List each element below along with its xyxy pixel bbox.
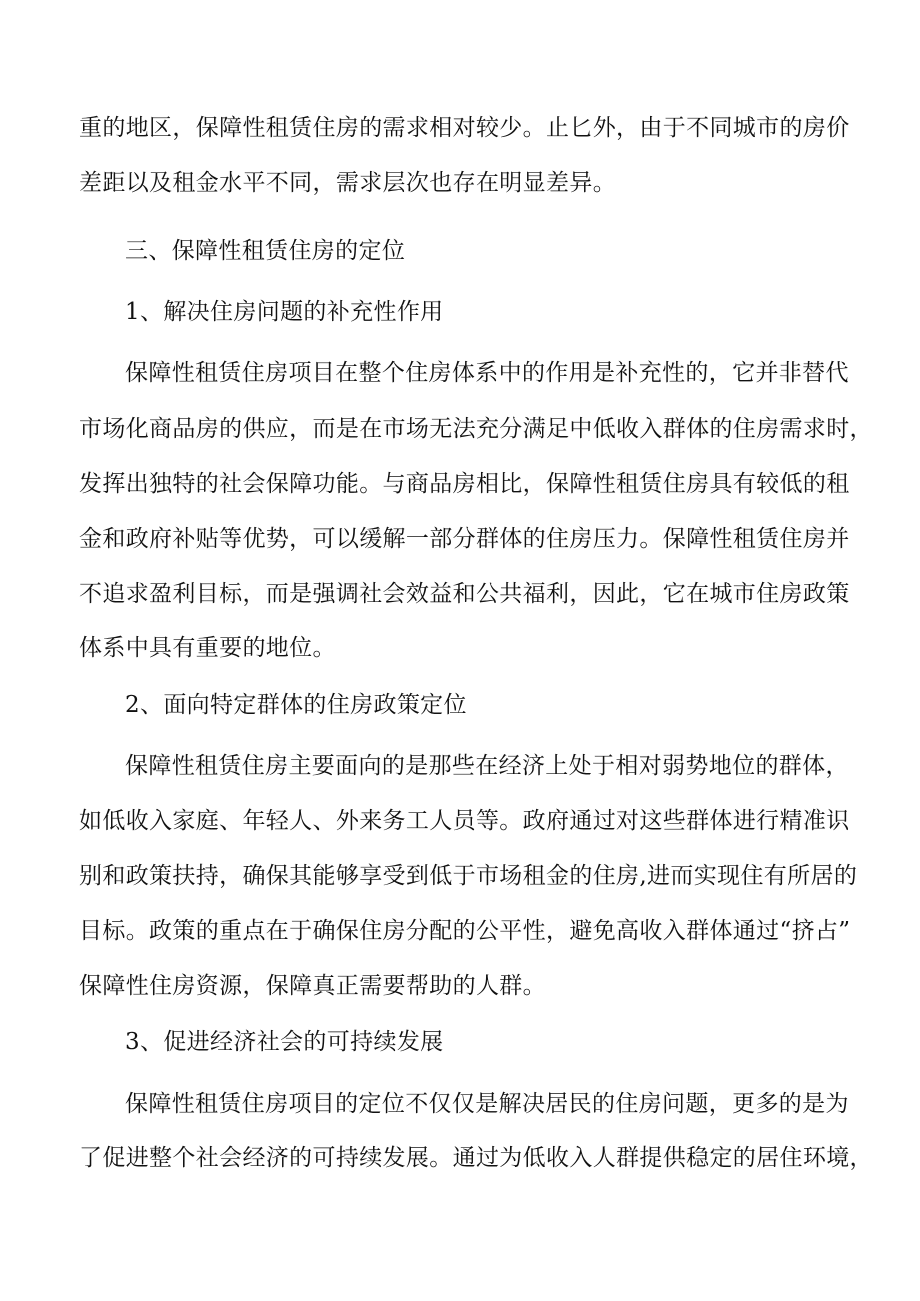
subsection-heading: 3、促进经济社会的可持续发展 bbox=[125, 1029, 444, 1055]
paragraph-line: 如低收入家庭、年轻人、外来务工人员等。政府通过对这些群体进行精准识 bbox=[79, 808, 850, 834]
paragraph-line: 金和政府补贴等优势，可以缓解一部分群体的住房压力。保障性租赁住房并 bbox=[79, 526, 850, 552]
subsection-heading: 1、解决住房问题的补充性作用 bbox=[125, 299, 444, 325]
paragraph-line: 市场化商品房的供应，而是在市场无法充分满足中低收入群体的住房需求时， bbox=[79, 416, 873, 442]
subsection-heading: 2、面向特定群体的住房政策定位 bbox=[125, 692, 467, 718]
paragraph-line: 目标。政策的重点在于确保住房分配的公平性，避免高收入群体通过“挤占” bbox=[79, 918, 851, 944]
paragraph-line: 保障性住房资源，保障真正需要帮助的人群。 bbox=[79, 973, 546, 999]
paragraph-line: 差距以及租金水平不同，需求层次也存在明显差异。 bbox=[79, 170, 617, 196]
paragraph-line: 重的地区，保障性租赁住房的需求相对较少。止匕外，由于不同城市的房价 bbox=[79, 115, 850, 141]
paragraph-line: 保障性租赁住房项目的定位不仅仅是解决居民的住房问题，更多的是为 bbox=[125, 1091, 849, 1117]
paragraph-line: 别和政策扶持，确保其能够享受到低于市场租金的住房,进而实现住有所居的 bbox=[79, 863, 858, 889]
paragraph-line: 不追求盈利目标，而是强调社会效益和公共福利，因此，它在城市住房政策 bbox=[79, 581, 850, 607]
paragraph-line: 保障性租赁住房主要面向的是那些在经济上处于相对弱势地位的群体， bbox=[125, 753, 849, 779]
paragraph-line: 体系中具有重要的地位。 bbox=[79, 635, 336, 661]
paragraph-line: 保障性租赁住房项目在整个住房体系中的作用是补充性的，它并非替代 bbox=[125, 360, 849, 386]
paragraph-line: 发挥出独特的社会保障功能。与商品房相比，保障性租赁住房具有较低的租 bbox=[79, 471, 850, 497]
section-heading: 三、保障性租赁住房的定位 bbox=[125, 238, 406, 264]
paragraph-line: 了促进整个社会经济的可持续发展。通过为低收入人群提供稳定的居住环境， bbox=[79, 1145, 873, 1171]
